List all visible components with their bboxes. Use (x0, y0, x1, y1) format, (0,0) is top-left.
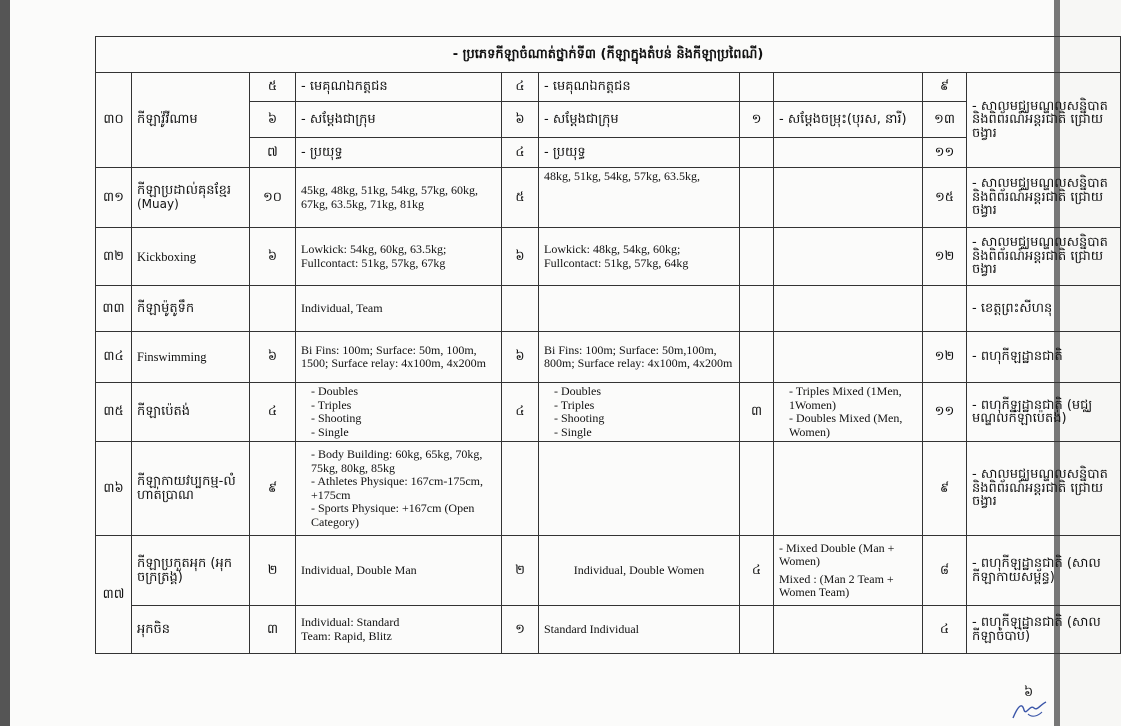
event-item: Team: Rapid, Blitz (301, 628, 392, 643)
men-count: ៧ (250, 138, 296, 168)
table-row (96, 286, 1121, 332)
sport-name: កីឡាវ៉ូវីណាម (132, 73, 250, 168)
mixed-count: ១ (740, 102, 774, 138)
mixed-count (740, 228, 774, 286)
men-count: ១០ (250, 168, 296, 228)
men-events: Lowkick: 54kg, 60kg, 63.5kg; Fullcontact: 51kg, 57kg, 67kg (296, 228, 502, 286)
venue: - ពហុកីឡដ្ឋានជាតិ (សាលកីឡាចំបាប់) (967, 606, 1121, 654)
venue: - សាលមជ្ឈមណ្ឌលសន្និបាត និងពិព័រណ៍អន្តរជាតិ ជ្រោយចង្វារ (967, 228, 1121, 286)
women-events: 48kg, 51kg, 54kg, 57kg, 63.5kg, (539, 168, 740, 228)
event-item: - Triples (311, 399, 496, 413)
men-events (296, 442, 502, 536)
table-row (96, 383, 1121, 442)
men-count (250, 286, 296, 332)
women-events (539, 383, 740, 442)
row-number: ៣២ (96, 228, 132, 286)
women-events: - មេគុណឯកត្តជន (539, 73, 740, 102)
mixed-events (774, 138, 923, 168)
women-count: ៥ (502, 168, 539, 228)
row-number: ៣៧ (96, 536, 132, 654)
total-count: ៩ (923, 73, 967, 102)
event-item: - Athletes Physique: 167cm-175cm, +175cm (311, 475, 496, 502)
table-row (96, 442, 1121, 536)
event-item: - Shooting (311, 412, 496, 426)
sport-name: Kickboxing (132, 228, 250, 286)
total-count: ៨ (923, 536, 967, 606)
row-number: ៣៤ (96, 332, 132, 383)
row-number: ៣០ (96, 73, 132, 168)
men-events: 45kg, 48kg, 51kg, 54kg, 57kg, 60kg, 67kg, 63.5kg, 71kg, 81kg (296, 168, 502, 228)
row-number: ៣៣ (96, 286, 132, 332)
event-item: - Doubles (554, 385, 734, 399)
event-item: - Single (554, 426, 734, 440)
women-events: - សម្ដែងជាក្រុម (539, 102, 740, 138)
men-events: - សម្ដែងជាក្រុម (296, 102, 502, 138)
men-events: Bi Fins: 100m; Surface: 50m, 100m, 1500; Surface relay: 4x100m, 4x200m (296, 332, 502, 383)
row-number: ៣៦ (96, 442, 132, 536)
page-number: ៦ (1024, 685, 1034, 700)
table-row (96, 228, 1121, 286)
total-count: ១១ (923, 138, 967, 168)
sport-name: Finswimming (132, 332, 250, 383)
sport-name: កីឡាម៉ូតូទឹក (132, 286, 250, 332)
table-title: - ប្រភេទកីឡាចំណាត់ថ្នាក់ទី៣ (កីឡាក្នុងតំបន់ និងកីឡាប្រពៃណី) (96, 37, 1121, 73)
women-count (502, 286, 539, 332)
event-item: - Shooting (554, 412, 734, 426)
event-item: - Triples (554, 399, 734, 413)
table-row (96, 332, 1121, 383)
event-item: Individual: Standard (301, 615, 400, 629)
women-count: ៤ (502, 138, 539, 168)
event-item: - Triples Mixed (1Men, 1Women) (789, 385, 917, 412)
women-events (539, 442, 740, 536)
total-count: ១៣ (923, 102, 967, 138)
event-item: - Sports Physique: +167cm (Open Category) (311, 502, 496, 529)
venue: - សាលមជ្ឈមណ្ឌលសន្និបាត និងពិព័រណ៍អន្តរជាតិ ជ្រោយចង្វារ (967, 168, 1121, 228)
mixed-events (774, 383, 923, 442)
men-events: - ប្រយុទ្ធ (296, 138, 502, 168)
event-item: - Single (311, 426, 496, 440)
men-count: ៣ (250, 606, 296, 654)
women-events: Lowkick: 48kg, 54kg, 60kg; Fullcontact: 51kg, 57kg, 64kg (539, 228, 740, 286)
total-count (923, 286, 967, 332)
mixed-count (740, 442, 774, 536)
men-events (296, 383, 502, 442)
event-item: - Doubles (311, 385, 496, 399)
total-count: ៤ (923, 606, 967, 654)
venue: - សាលមជ្ឈមណ្ឌលសន្និបាត និងពិព័រណ៍អន្តរជាតិ ជ្រោយចង្វារ (967, 442, 1121, 536)
women-count: ៤ (502, 383, 539, 442)
mixed-events (774, 286, 923, 332)
men-events: - មេគុណឯកត្តជន (296, 73, 502, 102)
women-events: Standard Individual (539, 606, 740, 654)
women-events: Bi Fins: 100m; Surface: 50m,100m, 800m; Surface relay: 4x100m, 4x200m (539, 332, 740, 383)
women-count: ៦ (502, 228, 539, 286)
venue: - ពហុកីឡដ្ឋានជាតិ (មជ្ឈមណ្ឌលកីឡាប៉េតង់) (967, 383, 1121, 442)
women-events: Individual, Double Women (539, 536, 740, 606)
women-count: ៦ (502, 102, 539, 138)
women-count (502, 442, 539, 536)
sport-name-text: កីឡាប្រដាល់គុនខ្មែរ (137, 182, 232, 198)
men-count: ៦ (250, 228, 296, 286)
sport-name: កីឡាប្រកួតអុក (អុកចក្រត្រង្គ) (132, 536, 250, 606)
men-count: ៦ (250, 102, 296, 138)
mixed-count (740, 168, 774, 228)
men-count: ៦ (250, 332, 296, 383)
mixed-events (774, 332, 923, 383)
mixed-events (774, 228, 923, 286)
mixed-count (740, 286, 774, 332)
women-count: ១ (502, 606, 539, 654)
total-count: ១៥ (923, 168, 967, 228)
women-count: ៤ (502, 73, 539, 102)
event-item: - Doubles Mixed (Men, Women) (789, 412, 917, 439)
mixed-count: ៤ (740, 536, 774, 606)
signature-mark (1010, 696, 1050, 722)
men-count: ៥ (250, 73, 296, 102)
men-events (296, 606, 502, 654)
women-events: - ប្រយុទ្ធ (539, 138, 740, 168)
mixed-events (774, 606, 923, 654)
total-count: ៩ (923, 442, 967, 536)
table-row (96, 606, 1121, 654)
mixed-count: ៣ (740, 383, 774, 442)
men-count: ៩ (250, 442, 296, 536)
total-count: ១២ (923, 228, 967, 286)
mixed-events (774, 73, 923, 102)
mixed-events: - សម្ដែងចម្រុះ(បុរស, នារី) (774, 102, 923, 138)
mixed-count (740, 73, 774, 102)
women-count: ៦ (502, 332, 539, 383)
venue: - ពហុកីឡដ្ឋានជាតិ (967, 332, 1121, 383)
mixed-events (774, 442, 923, 536)
women-count: ២ (502, 536, 539, 606)
mixed-count (740, 138, 774, 168)
sports-table (95, 36, 1121, 654)
table-row (96, 536, 1121, 606)
venue: - ខេត្តព្រះសីហនុ (967, 286, 1121, 332)
sport-name (132, 168, 250, 228)
sport-name-sub: (Muay) (137, 196, 179, 211)
mixed-count (740, 606, 774, 654)
event-item: - Mixed Double (Man + Women) (779, 540, 895, 568)
event-item: Mixed : (Man 2 Team + Women Team) (779, 571, 894, 599)
table-row (96, 168, 1121, 228)
total-count: ១២ (923, 332, 967, 383)
sport-name: កីឡាកាយវប្បកម្ម-លំហាត់ប្រាណ (132, 442, 250, 536)
row-number: ៣១ (96, 168, 132, 228)
men-count: ៤ (250, 383, 296, 442)
men-events: Individual, Double Man (296, 536, 502, 606)
mixed-count (740, 332, 774, 383)
venue: - ពហុកីឡដ្ឋានជាតិ (សាលកីឡាកាយសម្ព័ន្ធ) (967, 536, 1121, 606)
sport-name: អុកចិន (132, 606, 250, 654)
venue: - សាលមជ្ឈមណ្ឌលសន្និបាត និងពិព័រណ៍អន្តរជាតិ ជ្រោយចង្វារ (967, 73, 1121, 168)
row-number: ៣៥ (96, 383, 132, 442)
event-item: - Body Building: 60kg, 65kg, 70kg, 75kg, 80kg, 85kg (311, 448, 496, 475)
sport-name: កីឡាប៉េតង់ (132, 383, 250, 442)
men-count: ២ (250, 536, 296, 606)
mixed-events (774, 168, 923, 228)
total-count: ១១ (923, 383, 967, 442)
women-events (539, 286, 740, 332)
mixed-events (774, 536, 923, 606)
table-row (96, 73, 1121, 102)
men-events: Individual, Team (296, 286, 502, 332)
left-binding-edge (0, 0, 10, 726)
